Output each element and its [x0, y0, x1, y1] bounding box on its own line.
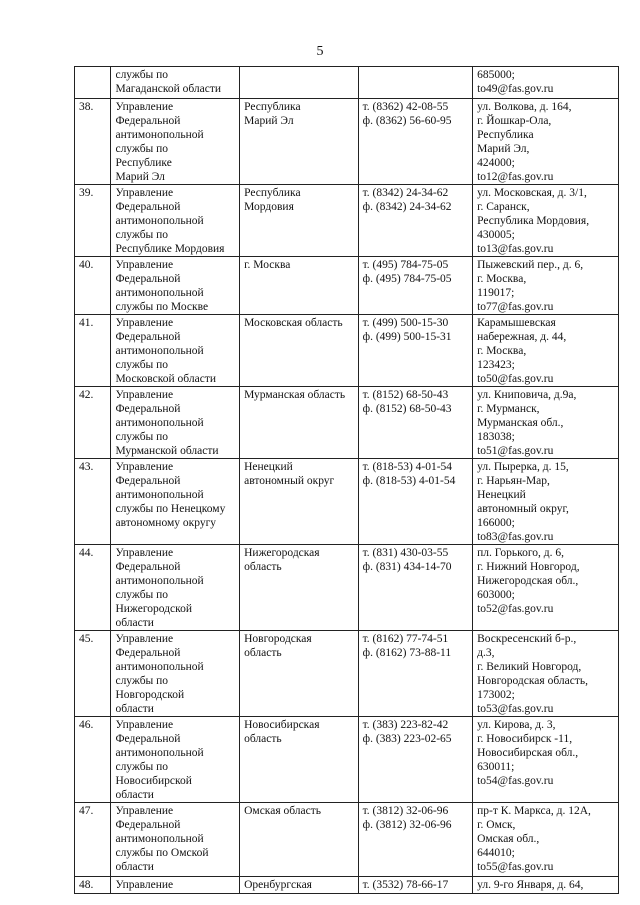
authority-name: Управление Федеральной антимонопольной службы по Нижегородской области — [111, 545, 240, 631]
address: Карамышевская набережная, д. 44, г. Москва, 123423; to50@fas.gov.ru — [473, 315, 619, 387]
table-row — [75, 67, 619, 99]
table-row — [75, 459, 619, 545]
authority-name: Управление — [111, 877, 240, 894]
authority-name: Управление Федеральной антимонопольной службы по Республике Марий Эл — [111, 99, 240, 185]
address: пр-т К. Маркса, д. 12А, г. Омск, Омская обл., 644010; to55@fas.gov.ru — [473, 803, 619, 877]
table-row — [75, 99, 619, 185]
row-number: 48. — [75, 877, 111, 894]
authority-name: Управление Федеральной антимонопольной службы по Омской области — [111, 803, 240, 877]
phones: т. (831) 430-03-55 ф. (831) 434-14-70 — [358, 545, 472, 631]
region: Республика Марий Эл — [240, 99, 359, 185]
row-number: 44. — [75, 545, 111, 631]
address: Воскресенский б-р., д.3, г. Великий Новгород, Новгородская область, 173002; to53@fas.gov.ru — [473, 631, 619, 717]
phones: т. (8152) 68-50-43 ф. (8152) 68-50-43 — [358, 387, 472, 459]
region: Омская область — [240, 803, 359, 877]
address: ул. Волкова, д. 164, г. Йошкар-Ола, Республика Марий Эл, 424000; to12@fas.gov.ru — [473, 99, 619, 185]
row-number — [75, 67, 111, 99]
row-number: 45. — [75, 631, 111, 717]
row-number: 47. — [75, 803, 111, 877]
phones — [358, 67, 472, 99]
phones: т. (8342) 24-34-62 ф. (8342) 24-34-62 — [358, 185, 472, 257]
authority-name: Управление Федеральной антимонопольной службы по Республике Мордовия — [111, 185, 240, 257]
phones: т. (3532) 78-66-17 — [358, 877, 472, 894]
authority-name: Управление Федеральной антимонопольной службы по Новосибирской области — [111, 717, 240, 803]
table-row — [75, 545, 619, 631]
address: Пыжевский пер., д. 6, г. Москва, 119017; to77@fas.gov.ru — [473, 257, 619, 315]
row-number: 46. — [75, 717, 111, 803]
region: Московская область — [240, 315, 359, 387]
region: Оренбургская — [240, 877, 359, 894]
table-row — [75, 877, 619, 894]
table-row — [75, 257, 619, 315]
table-row — [75, 717, 619, 803]
phones: т. (495) 784-75-05 ф. (495) 784-75-05 — [358, 257, 472, 315]
region: Нижегородская область — [240, 545, 359, 631]
region: Республика Мордовия — [240, 185, 359, 257]
authority-name: Управление Федеральной антимонопольной службы по Московской области — [111, 315, 240, 387]
row-number: 41. — [75, 315, 111, 387]
address: пл. Горького, д. 6, г. Нижний Новгород, Нижегородская обл., 603000; to52@fas.gov.ru — [473, 545, 619, 631]
region: Мурманская область — [240, 387, 359, 459]
row-number: 40. — [75, 257, 111, 315]
phones: т. (499) 500-15-30 ф. (499) 500-15-31 — [358, 315, 472, 387]
address: ул. Кирова, д. 3, г. Новосибирск -11, Новосибирская обл., 630011; to54@fas.gov.ru — [473, 717, 619, 803]
region: Новосибирская область — [240, 717, 359, 803]
table-row — [75, 315, 619, 387]
authority-name: службы по Магаданской области — [111, 67, 240, 99]
authority-contacts-table — [74, 66, 619, 894]
row-number: 38. — [75, 99, 111, 185]
phones: т. (383) 223-82-42 ф. (383) 223-02-65 — [358, 717, 472, 803]
phones: т. (8362) 42-08-55 ф. (8362) 56-60-95 — [358, 99, 472, 185]
authority-name: Управление Федеральной антимонопольной службы по Новгородской области — [111, 631, 240, 717]
table-row — [75, 631, 619, 717]
row-number: 43. — [75, 459, 111, 545]
address: ул. 9-го Января, д. 64, — [473, 877, 619, 894]
phones: т. (3812) 32-06-96 ф. (3812) 32-06-96 — [358, 803, 472, 877]
region — [240, 67, 359, 99]
authority-name: Управление Федеральной антимонопольной службы по Ненецкому автономному округу — [111, 459, 240, 545]
address: ул. Книповича, д.9а, г. Мурманск, Мурманская обл., 183038; to51@fas.gov.ru — [473, 387, 619, 459]
page-number: 5 — [316, 44, 324, 59]
row-number: 42. — [75, 387, 111, 459]
table-row — [75, 387, 619, 459]
region: Ненецкий автономный округ — [240, 459, 359, 545]
row-number: 39. — [75, 185, 111, 257]
address: ул. Московская, д. 3/1, г. Саранск, Республика Мордовия, 430005; to13@fas.gov.ru — [473, 185, 619, 257]
authority-name: Управление Федеральной антимонопольной службы по Мурманской области — [111, 387, 240, 459]
address: ул. Пырерка, д. 15, г. Нарьян-Мар, Ненецкий автономный округ, 166000; to83@fas.gov.ru — [473, 459, 619, 545]
region: г. Москва — [240, 257, 359, 315]
region: Новгородская область — [240, 631, 359, 717]
phones: т. (818-53) 4-01-54 ф. (818-53) 4-01-54 — [358, 459, 472, 545]
table-row — [75, 803, 619, 877]
phones: т. (8162) 77-74-51 ф. (8162) 73-88-11 — [358, 631, 472, 717]
table-row — [75, 185, 619, 257]
address: 685000; to49@fas.gov.ru — [473, 67, 619, 99]
authority-name: Управление Федеральной антимонопольной службы по Москве — [111, 257, 240, 315]
